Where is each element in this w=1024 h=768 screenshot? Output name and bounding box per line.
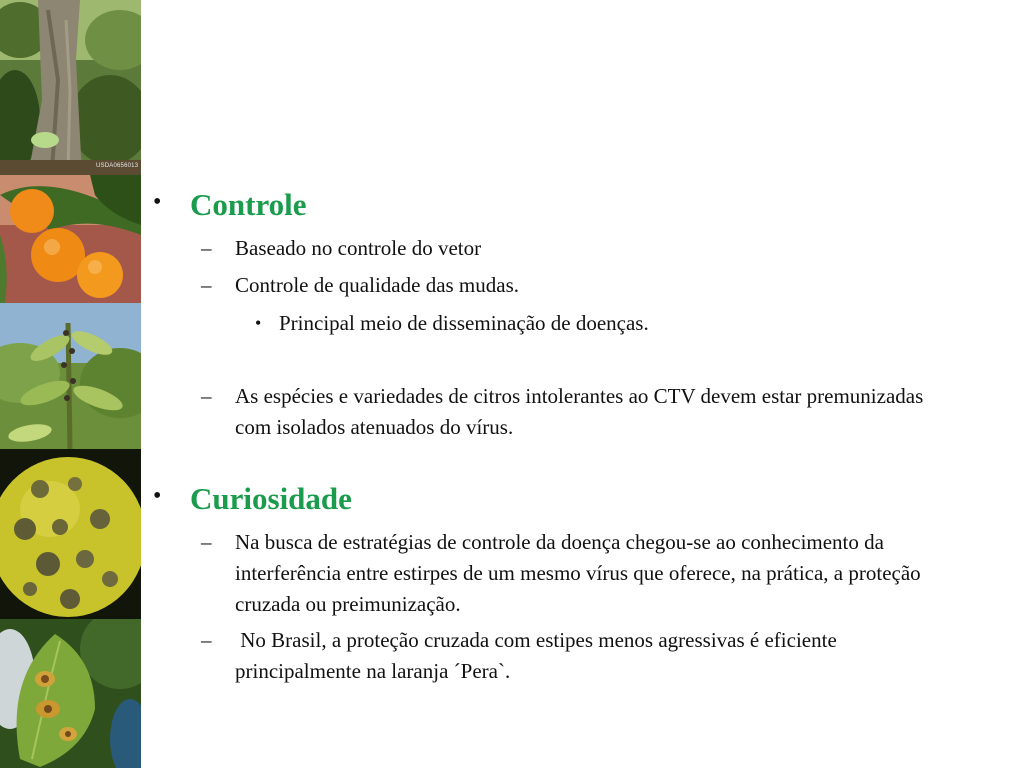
photo-caption: USDA0656013 — [96, 163, 139, 169]
list-item-text: Na busca de estratégias de controle da doença chegou-se ao conhecimento da interferência entre estirpes de um mesmo vírus que oferece, na prática, a proteção cruzada ou preimunização. — [235, 530, 921, 616]
section-heading: Curiosidade — [190, 481, 352, 516]
list-item-text: Controle de qualidade das mudas. — [235, 273, 520, 297]
list-item — [148, 270, 935, 301]
list-item-text: Baseado no controle do vetor — [235, 236, 482, 260]
slide-content — [148, 185, 978, 687]
photo-strip — [0, 0, 141, 768]
list-item-text: As espécies e variedades de citros intolerantes ao CTV devem estar premunizadas com isolados atenuados do vírus. — [235, 384, 924, 439]
spotted-fruit-photo — [0, 449, 141, 619]
section-heading: Controle — [190, 187, 307, 222]
section-controle — [148, 185, 978, 229]
list-item — [148, 381, 935, 443]
dash-icon: – — [201, 236, 212, 260]
dash-icon: – — [201, 273, 212, 297]
bullet-icon: • — [153, 189, 162, 215]
bullet-icon: • — [255, 313, 262, 333]
list-item — [148, 625, 935, 687]
oranges-on-branch-photo — [0, 175, 141, 303]
dash-icon: – — [201, 530, 212, 554]
list-item — [148, 527, 935, 620]
aphid-infested-shoot-photo — [0, 303, 141, 449]
list-item — [148, 308, 978, 339]
bullet-icon: • — [153, 483, 162, 509]
dash-icon: – — [201, 384, 212, 408]
list-item-text: Principal meio de disseminação de doenças. — [279, 311, 649, 335]
list-item-text: No Brasil, a proteção cruzada com estipes menos agressivas é eficiente principalmente na laranja ´Pera`. — [235, 628, 843, 683]
dash-icon: – — [201, 628, 212, 652]
list-item — [148, 233, 935, 264]
section-curiosidade — [148, 479, 978, 523]
lesioned-leaf-photo — [0, 619, 141, 768]
citrus-trunk-photo — [0, 0, 141, 175]
